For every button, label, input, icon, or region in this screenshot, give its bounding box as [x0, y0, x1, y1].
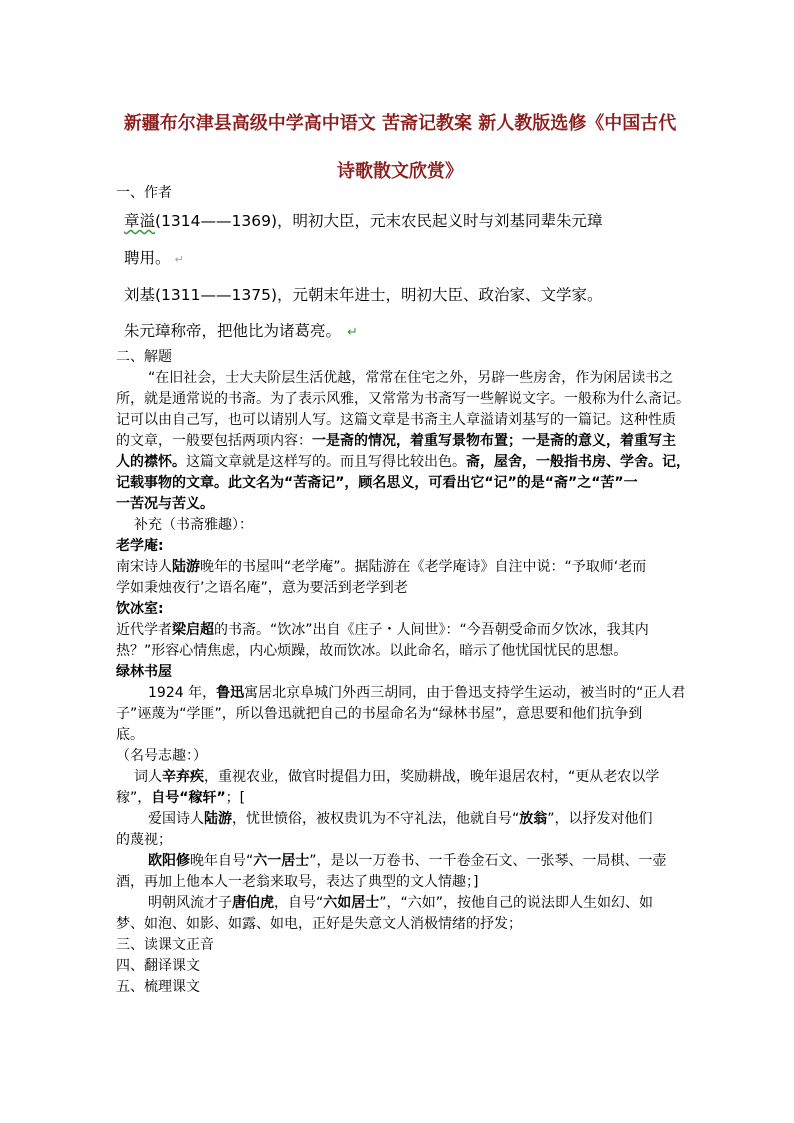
minghao-ouyang-line: 欧阳修晚年自号“六一居士”，是以一万卷书、一千卷金石文、一张琴、一局棋、一壶 — [148, 853, 667, 869]
return-mark-icon: ↵ — [347, 325, 358, 340]
jieti-line: 一苦况与苦义。 — [116, 496, 214, 512]
title-line-2: 诗歌散文欣赏》 — [337, 161, 463, 182]
minghao-xin-line: 词人辛弃疾，重视农业，做官时提倡力田，奖励耕战，晚年退居农村，“更从老农以学 — [134, 769, 660, 785]
jieti-line: “在旧社会，士大夫阶层生活优越，常常在住宅之外，另辟一些房舍，作为闲居读书之 — [148, 370, 674, 386]
laoxue-title: 老学庵: — [116, 538, 164, 554]
section-heading-jieti: 二、解题 — [116, 349, 172, 365]
minghao-tang-line: 明朝风流才子唐伯虎，自号“六如居士”，“六如”，按他自己的说法即人生如幻、如 — [148, 895, 654, 911]
author-liuji: 刘基(1311——1375)，元朝末年进士，明初大臣、政治家、文学家。 — [124, 286, 603, 304]
lvlin-line: 子”诬蔑为“学匪”，所以鲁迅就把自己的书屋命名为“绿林书屋”，意思要和他们抗争到 — [116, 706, 643, 722]
document-title — [110, 100, 690, 196]
section-heading-zhengyin: 三、读课文正音 — [116, 937, 214, 953]
minghao-lu-line: 爱国诗人陆游，忧世愤俗，被权贵讥为不守礼法，他就自号“放翁”，以抒发对他们 — [148, 811, 653, 827]
supplement-header: 补充（书斋雅趣）： — [134, 517, 253, 533]
author-zhangyi-cont: 聘用。 ↵ — [124, 249, 184, 267]
jieti-line: 记载事物的文章。此文名为“苦斋记”，顾名思义，可看出它“记”的是“斋”之“苦”一 — [116, 475, 638, 491]
jieti-line: 记可以由自己写，也可以请别人写。这篇文章是书斋主人章溢请刘基写的一篇记。这种性质 — [116, 412, 676, 428]
title-line-1: 新疆布尔津县高级中学高中语文 苦斋记教案 新人教版选修《中国古代 — [123, 113, 677, 134]
minghao-header: （名号志趣：） — [116, 748, 207, 764]
jieti-line: 所，就是通常说的书斋。为了表示风雅，又常常为书斋写一些解说文字。一般称为什么斋记。 — [116, 391, 690, 407]
minghao-tang-line: 梦、如泡、如影、如露、如电，正好是失意文人消极情绪的抒发； — [116, 916, 522, 932]
lvlin-line: 底。 — [116, 727, 144, 743]
lvlin-line: 1924 年，鲁迅寓居北京阜城门外西三胡同，由于鲁迅支持学生运动，被当时的“正人君 — [148, 685, 686, 701]
yinbing-line: 热？”形容心情焦虑，内心烦躁，故而饮冰。以此命名，暗示了他忧国忧民的思想。 — [116, 643, 628, 659]
author-liuji-cont: 朱元璋称帝，把他比为诸葛亮。 ↵ — [124, 322, 358, 340]
section-heading-author: 一、作者 — [116, 185, 172, 201]
minghao-lu-line: 的蔑视； — [116, 832, 172, 848]
laoxue-line: 南宋诗人陆游晚年的书屋叫“老学庵”。据陆游在《老学庵诗》自注中说：“予取师‘老而 — [116, 559, 647, 575]
yinbing-line: 近代学者梁启超的书斋。“饮冰”出自《庄子・人间世》：“今吾朝受命而夕饮冰，我其内 — [116, 622, 649, 638]
jieti-line: 人的襟怀。这篇文章就是这样写的。而且写得比较出色。斋，屋舍，一般指书房、学舍。记， — [116, 454, 690, 470]
laoxue-line: 学如秉烛夜行’之语名庵”，意为要活到老学到老 — [116, 580, 408, 596]
section-heading-shuli: 五、梳理课文 — [116, 979, 200, 995]
minghao-xin-line: 稼”，自号“稼轩”；[ — [116, 790, 246, 806]
lvlin-title: 绿林书屋 — [116, 664, 172, 680]
author-zhangyi-name: 章溢 — [124, 212, 156, 230]
jieti-line: 的文章，一般要包括两项内容：一是斋的情况，着重写景物布置；一是斋的意义，着重写主 — [116, 433, 676, 449]
section-heading-fanyi: 四、翻译课文 — [116, 958, 200, 974]
author-zhangyi: 章溢(1314——1369)，明初大臣，元末农民起义时与刘基同辈朱元璋 — [124, 212, 603, 230]
yinbing-title: 饮冰室: — [116, 601, 164, 617]
minghao-ouyang-line: 酒，再加上他本人一老翁来取号，表达了典型的文人情趣；] — [116, 874, 479, 890]
return-mark-icon: ↵ — [174, 253, 184, 266]
